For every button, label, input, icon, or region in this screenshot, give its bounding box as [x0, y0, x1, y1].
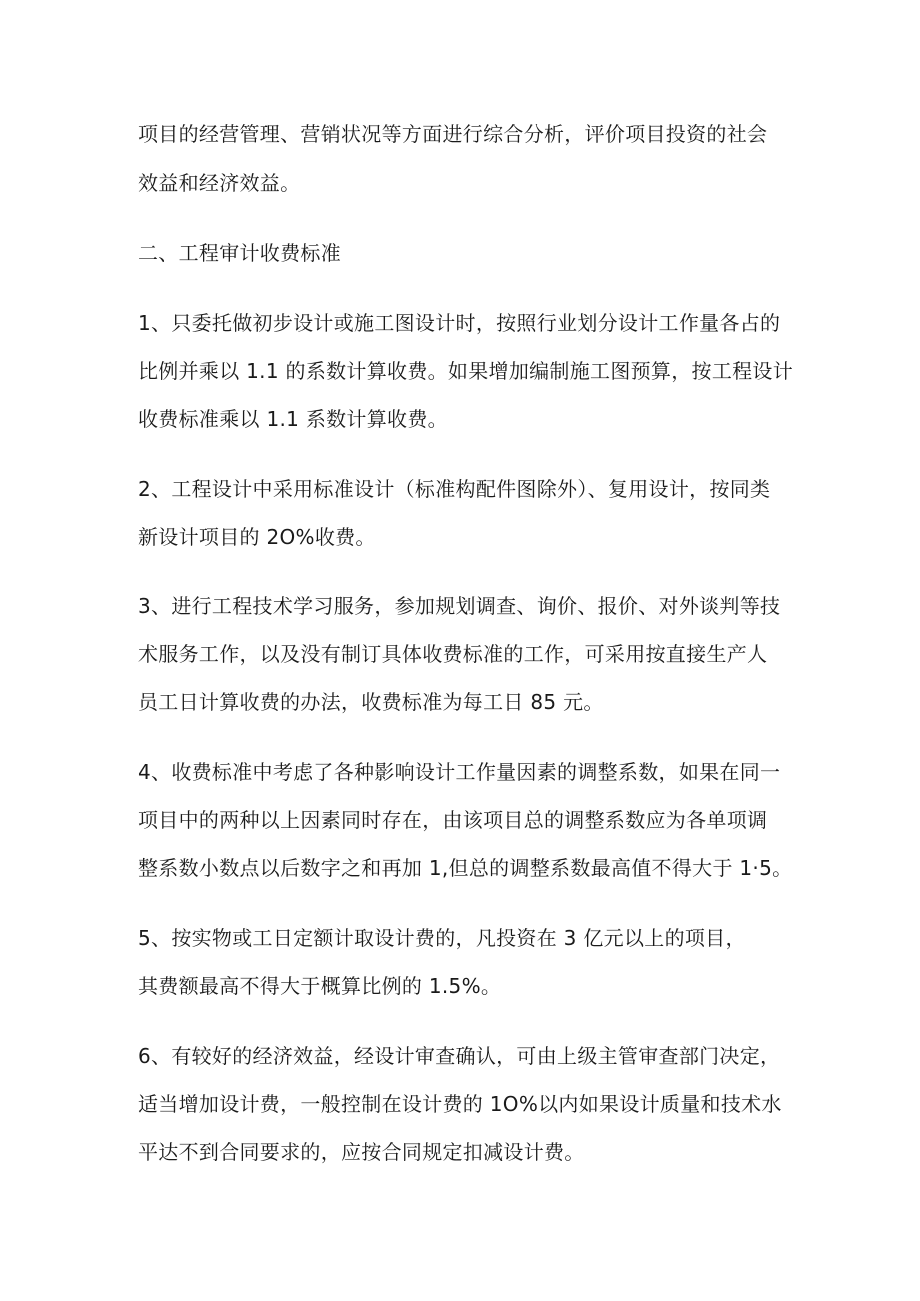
item-3-line-3: 员工日计算收费的办法，收费标准为每工日 85 元。: [138, 690, 604, 714]
item-1-line-1: 1、只委托做初步设计或施工图设计时，按照行业划分设计工作量各占的: [138, 311, 781, 335]
section-heading: 二、工程审计收费标准: [138, 241, 341, 265]
item-4-line-1: 4、收费标准中考虑了各种影响设计工作量因素的调整系数，如果在同一: [138, 760, 781, 784]
item-1-line-3: 收费标准乘以 1.1 系数计算收费。: [138, 407, 448, 431]
item-5-line-2: 其费额最高不得大于概算比例的 1.5%。: [138, 974, 502, 998]
item-5-line-1: 5、按实物或工日定额计取设计费的，凡投资在 3 亿元以上的项目，: [138, 926, 746, 950]
item-2-line-2: 新设计项目的 2O%收费。: [138, 525, 376, 549]
item-6-line-2: 适当增加设计费，一般控制在设计费的 1O%以内如果设计质量和技术水: [138, 1092, 782, 1116]
item-3-line-1: 3、进行工程技术学习服务，参加规划调查、询价、报价、对外谈判等技: [138, 594, 781, 618]
item-6-line-3: 平达不到合同要求的，应按合同规定扣减设计费。: [138, 1140, 585, 1164]
item-3-line-2: 术服务工作，以及没有制订具体收费标准的工作，可采用按直接生产人: [138, 642, 768, 666]
item-6-line-1: 6、有较好的经济效益，经设计审查确认，可由上级主管审查部门决定，: [138, 1044, 781, 1068]
item-4-line-2: 项目中的两种以上因素同时存在，由该项目总的调整系数应为各单项调: [138, 808, 768, 832]
paragraph-intro-line-1: 项目的经营管理、营销状况等方面进行综合分析，评价项目投资的社会: [138, 122, 768, 146]
item-2-line-1: 2、工程设计中采用标准设计（标准构配件图除外）、复用设计，按同类: [138, 477, 771, 501]
item-1-line-2: 比例并乘以 1.1 的系数计算收费。如果增加编制施工图预算，按工程设计: [138, 359, 794, 383]
paragraph-intro-line-2: 效益和经济效益。: [138, 171, 301, 195]
item-4-line-3: 整系数小数点以后数字之和再加 1,但总的调整系数最高值不得大于 1·5。: [138, 856, 793, 880]
